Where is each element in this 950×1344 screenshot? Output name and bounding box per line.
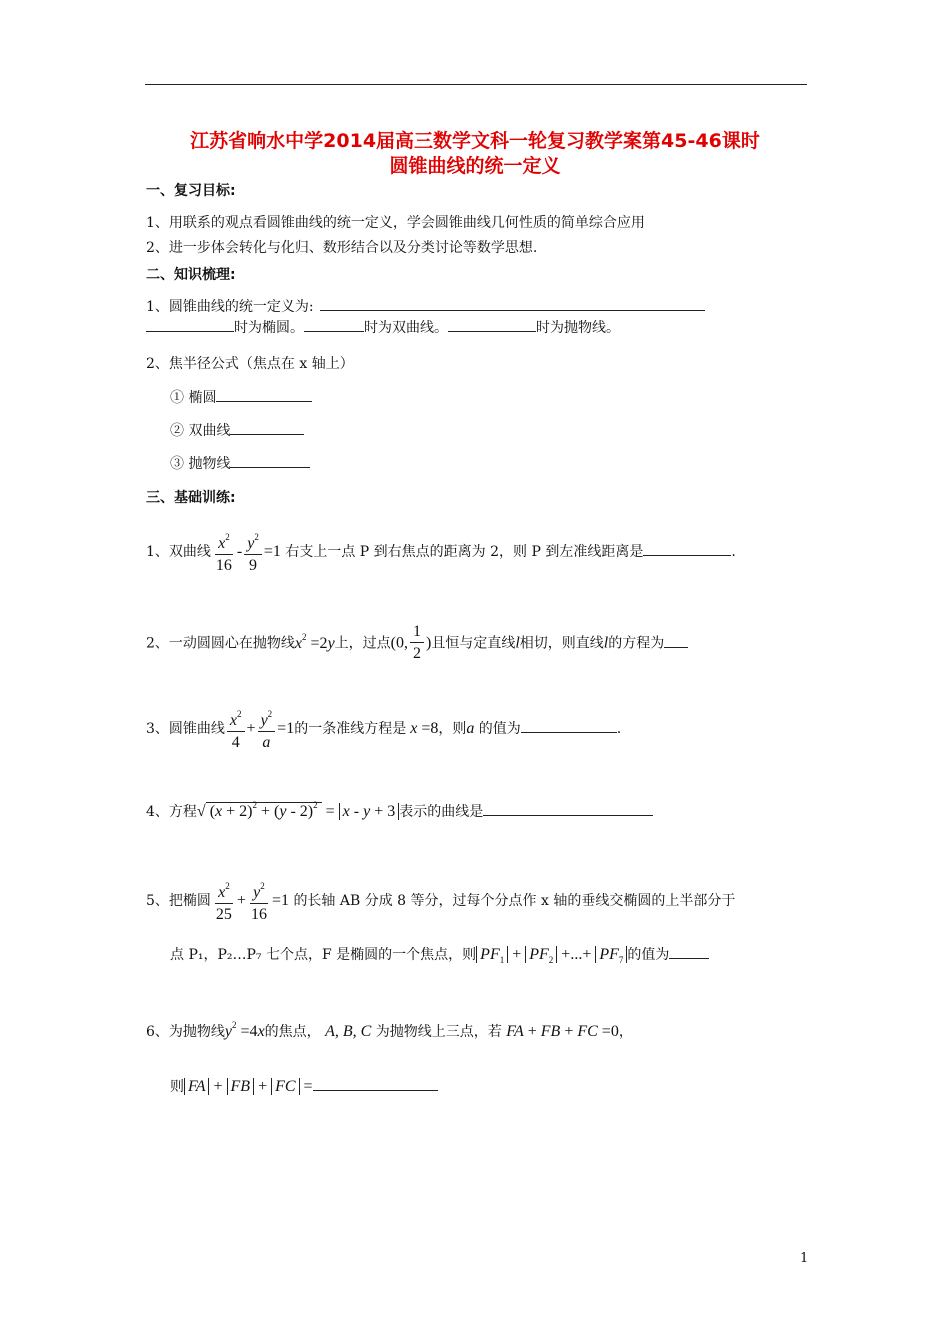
question-2-mid: 上，过点: [334, 635, 391, 652]
question-1-blank[interactable]: [643, 541, 731, 556]
knowledge-item-1-prefix: 1、圆锥曲线的统一定义为:: [146, 299, 314, 315]
q4-sqrt-expression: √ $(x + 2)^2 + (y - 2)^2 = x - y + 3$: [197, 802, 399, 820]
question-6-line2-prefix: 则: [170, 1079, 184, 1095]
focal-radius-hyperbola-blank[interactable]: [230, 420, 304, 435]
q3-fraction-y: $\frac{y^2}{a}$: [258, 704, 276, 754]
question-6-mid-2: 为抛物线上三点，若: [375, 1024, 502, 1040]
title-line-2: 圆锥曲线的统一定义: [389, 155, 561, 177]
question-5-text: 的长轴 AB 分成 8 等分，过每个分点作 x 轴的垂线交椭圆的上半部分于: [293, 893, 736, 909]
q3-fraction-x: $\frac{x^2}{4}$: [227, 704, 245, 754]
focal-radius-hyperbola: [170, 420, 304, 440]
header-rule: [145, 84, 807, 85]
hyperbola-condition-label: 时为双曲线。: [364, 320, 448, 336]
question-5-blank[interactable]: [669, 944, 709, 959]
question-6-line2: 则 FA + FB + FC =: [170, 1076, 438, 1096]
question-2-text-1: 且恒与定直线: [431, 635, 516, 652]
question-1-text: 右支上一点 P 到右焦点的距离为 2，则 P 到左准线距离是: [285, 544, 644, 560]
objective-2: 2、进一步体会转化与化归、数形结合以及分类讨论等数学思想.: [146, 240, 538, 256]
question-2-text-3: 的方程为: [608, 635, 665, 652]
knowledge-item-2: 2、焦半径公式（焦点在 x 轴上）: [146, 356, 354, 372]
ellipse-condition-blank[interactable]: [146, 317, 234, 332]
section-1-heading: 一、复习目标:: [146, 183, 236, 199]
question-5: 5、把椭圆 $\frac{x^2}{25}$ + $\frac{y^2}{16}$ =1 的长轴 AB 分成 8 等分，过每个分点作 x 轴的垂线交椭圆的上半部分于: [146, 876, 735, 926]
knowledge-item-1-line2: [146, 317, 620, 337]
objective-1: 1、用联系的观点看圆锥曲线的统一定义，学会圆锥曲线几何性质的简单综合应用: [146, 215, 645, 231]
page-number: 1: [800, 1251, 809, 1266]
question-1: 1、双曲线 $\frac{x^2}{16}$ - $\frac{y^2}{9}$ =1 右支上一点 P 到右焦点的距离为 2，则 P 到左准线距离是 .: [146, 527, 736, 577]
question-4-blank[interactable]: [483, 801, 653, 816]
title-line-1: 江苏省响水中学2014届高三数学文科一轮复习教学案第45-46课时: [190, 130, 760, 152]
question-4-prefix: 4、方程: [146, 804, 197, 820]
parabola-condition-blank[interactable]: [448, 317, 536, 332]
question-6-mid: 的焦点，: [264, 1024, 321, 1040]
parabola-condition-label: 时为抛物线。: [536, 320, 620, 336]
hyperbola-condition-blank[interactable]: [304, 317, 364, 332]
focal-radius-ellipse-blank[interactable]: [216, 387, 312, 402]
question-2-text-2: 相切，则直线: [519, 635, 604, 652]
q5-fraction-x: $\frac{x^2}{25}$: [213, 876, 235, 926]
question-3: 3、圆锥曲线 $\frac{x^2}{4}$ + $\frac{y^2}{a}$ =1的一条准线方程是 x =8，则a 的值为 .: [146, 704, 621, 754]
question-3-mid: 的一条准线方程是: [294, 721, 407, 737]
focal-radius-hyperbola-label: ② 双曲线: [170, 423, 231, 439]
q1-fraction-x: $\frac{x^2}{16}$: [213, 527, 235, 577]
question-4-text: 表示的曲线是: [399, 804, 484, 820]
question-3-mid-2: ，则: [438, 721, 467, 737]
ellipse-condition-label: 时为椭圆。: [234, 320, 304, 336]
definition-blank[interactable]: [320, 296, 705, 311]
section-3-heading: 三、基础训练:: [146, 490, 236, 506]
focal-radius-parabola-label: ③ 抛物线: [170, 456, 231, 472]
question-2: 2、一动圆圆心在抛物线$x^2 =2y$上，过点(0, $\frac{1}{2}$ )且恒与定直线l相切，则直线l的方程为: [146, 622, 688, 665]
focal-radius-parabola-blank[interactable]: [230, 453, 310, 468]
focal-radius-ellipse-label: ① 椭圆: [170, 390, 217, 406]
question-5-line2-text: 点 P₁，P₂…P₇ 七个点，F 是椭圆的一个焦点，则: [170, 947, 477, 963]
question-3-text: 的值为: [478, 721, 521, 737]
section-2-heading: 二、知识梳理:: [146, 267, 236, 283]
question-3-prefix: 3、圆锥曲线: [146, 721, 225, 737]
question-2-prefix: 2、一动圆圆心在抛物线: [146, 635, 295, 652]
q1-fraction-y: $\frac{y^2}{9}$: [244, 527, 262, 577]
knowledge-item-1: [146, 296, 705, 316]
question-5-prefix: 5、把椭圆: [146, 893, 211, 909]
question-6-prefix: 6、为抛物线: [146, 1024, 225, 1040]
q2-fraction-half: $\frac{1}{2}$: [410, 622, 424, 665]
question-3-blank[interactable]: [521, 718, 617, 733]
question-2-blank[interactable]: [664, 633, 688, 648]
question-6-blank[interactable]: [313, 1076, 438, 1091]
focal-radius-parabola: [170, 453, 310, 473]
question-5-line2: 点 P₁，P₂…P₇ 七个点，F 是椭圆的一个焦点，则 $PF_1 + PF_2$ +...+ $PF_7$ 的值为: [170, 944, 709, 965]
focal-radius-ellipse: [170, 387, 312, 407]
question-1-prefix: 1、双曲线: [146, 544, 211, 560]
question-4: [146, 800, 653, 821]
q5-fraction-y: $\frac{y^2}{16}$: [248, 876, 270, 926]
question-6: 6、为抛物线$y^2 =4x$的焦点， A, B, C 为抛物线上三点，若 FA + FB + FC =0，: [146, 1020, 633, 1040]
question-5-line2-suffix: 的值为: [627, 947, 670, 963]
